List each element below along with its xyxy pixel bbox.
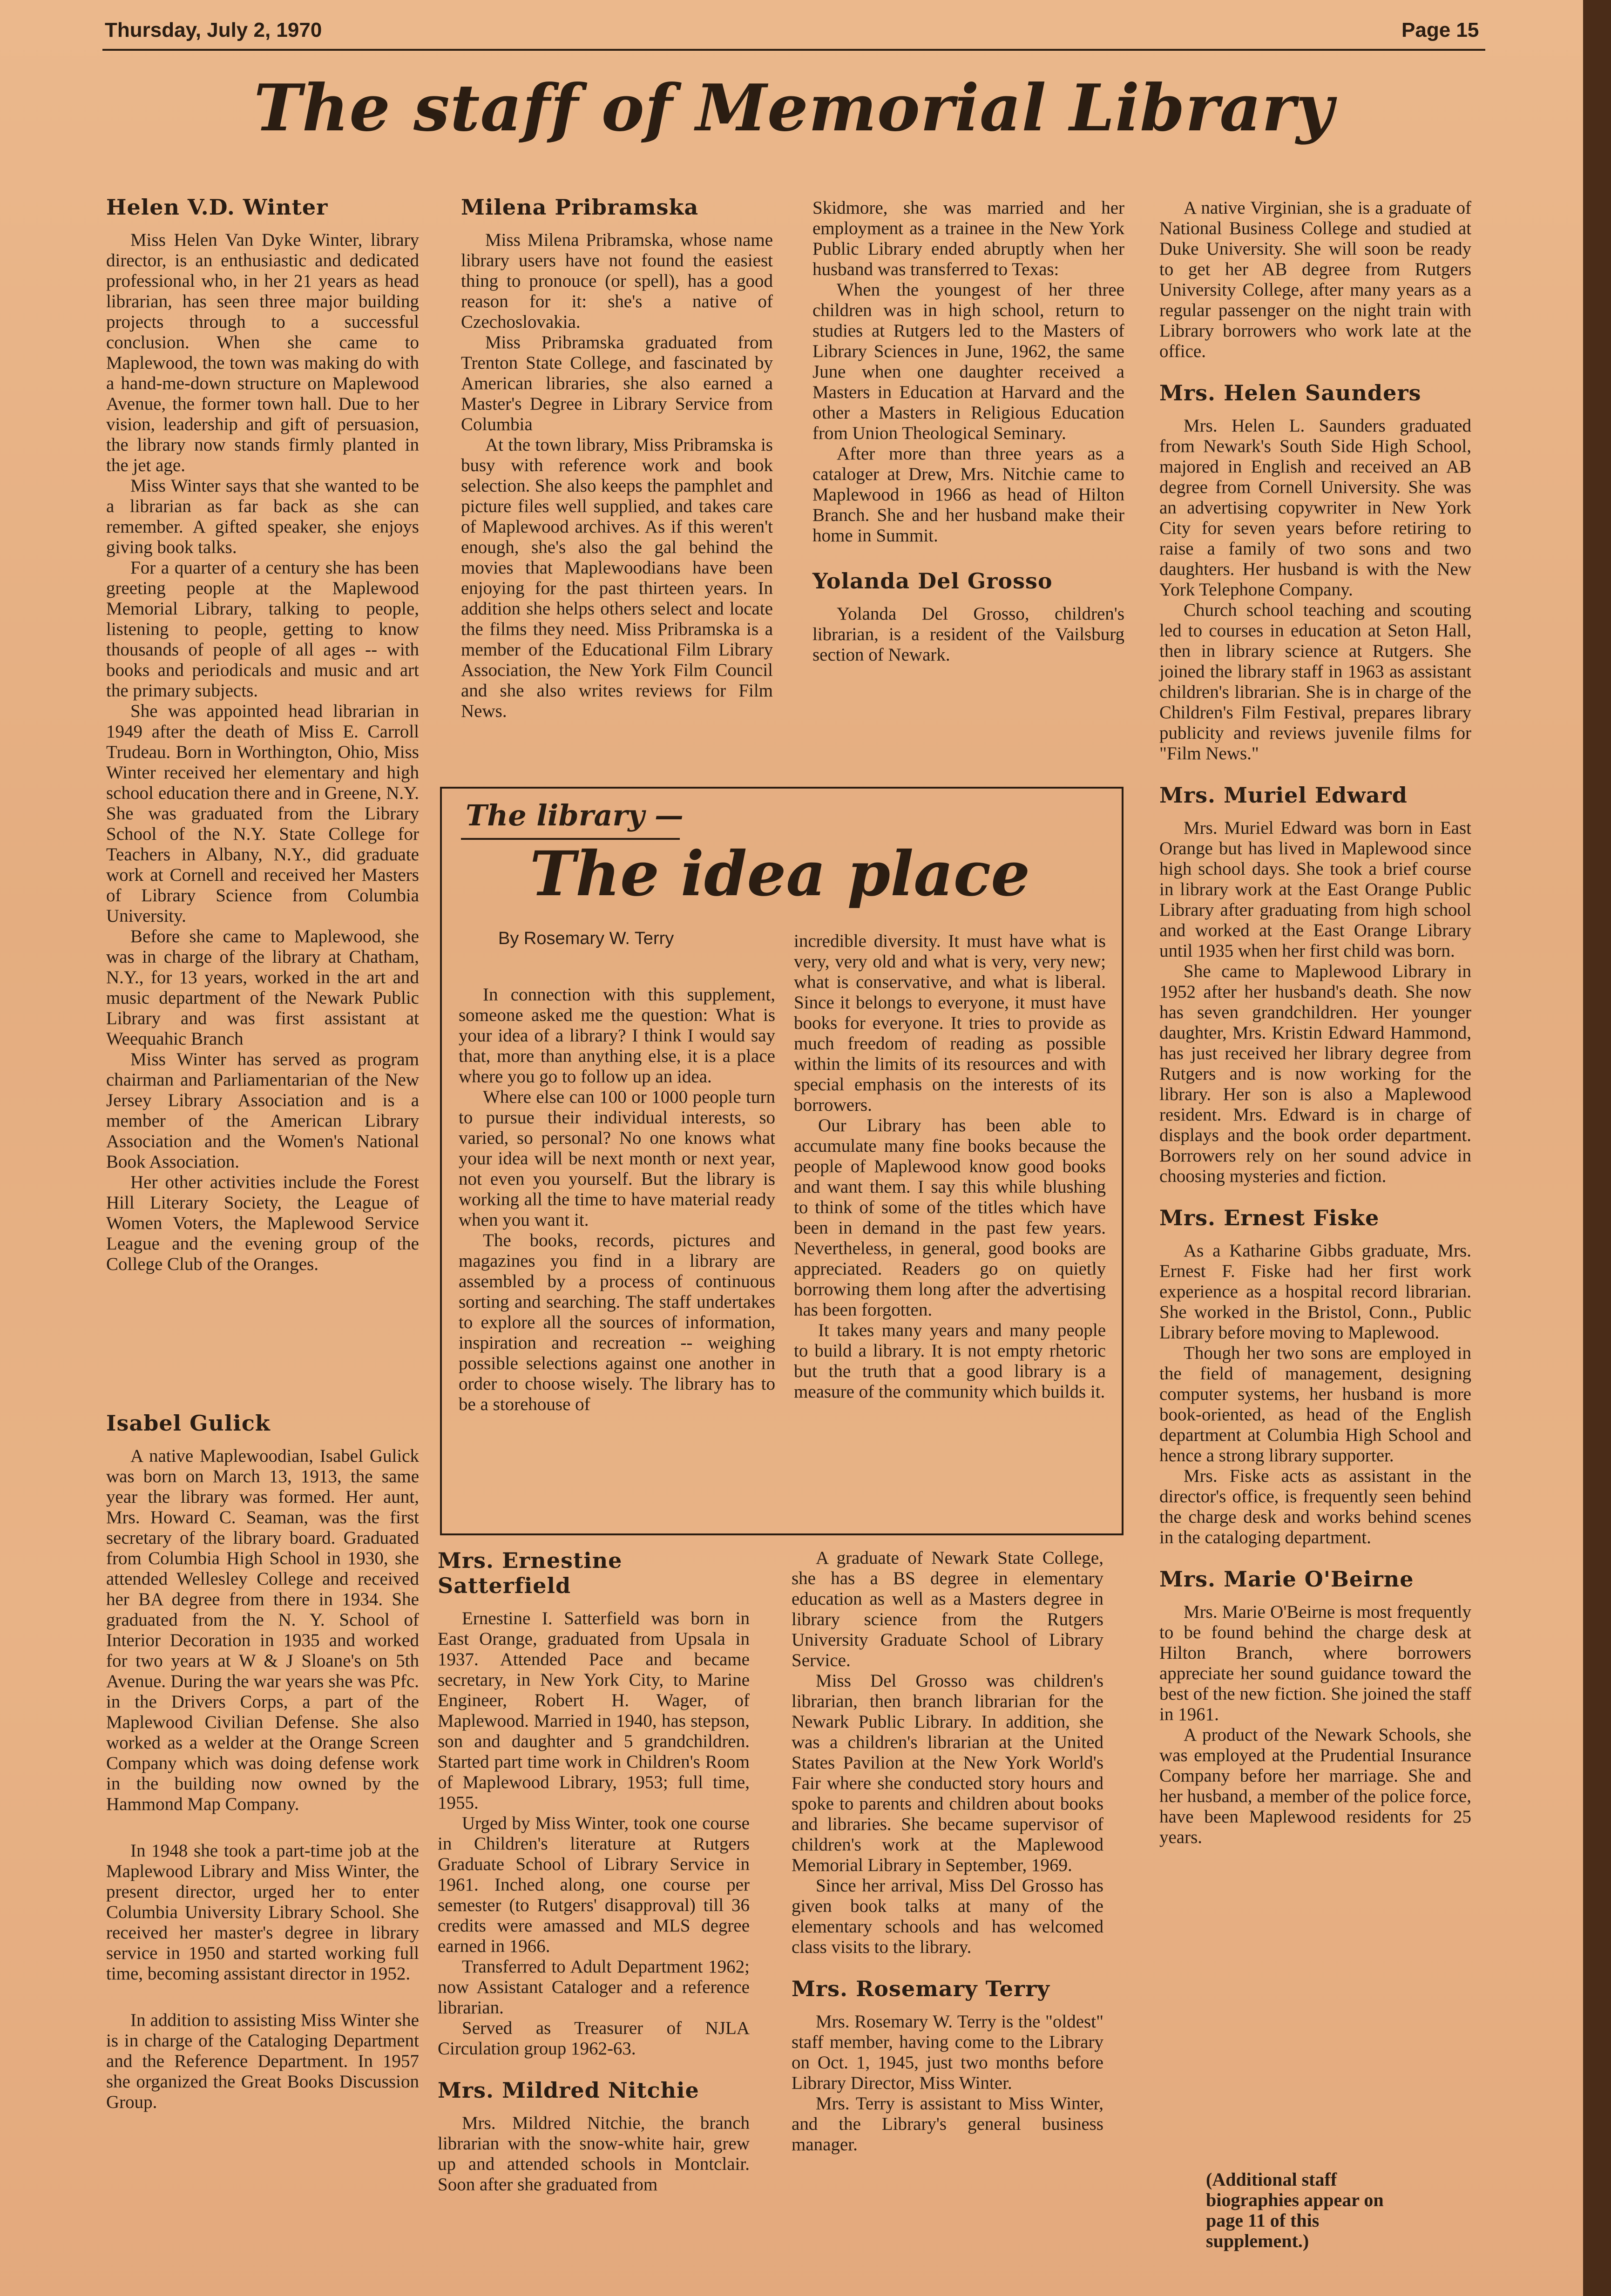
fiske-paragraph: As a Katharine Gibbs graduate, Mrs. Ernest F. Fiske had her first work experience as a hospital record librarian. She worked in the Bristol, Conn., Public Library before moving to Maplewood. bbox=[1159, 1241, 1471, 1343]
article-winter bbox=[106, 195, 419, 1275]
delgrosso-paragraph: A graduate of Newark State College, she has a BS degree in elementary education as well as a Masters degree in library science from the Rutgers University Graduate School of Library Service. bbox=[792, 1548, 1103, 1670]
fiske-paragraph: Mrs. Fiske acts as assistant in the director's office, is frequently seen behind the charge desk and works behind scenes in the cataloging department. bbox=[1159, 1466, 1471, 1547]
satterfield-heading: Mrs. Ernestine Satterfield bbox=[438, 1548, 623, 1598]
terry-heading: Mrs. Rosemary Terry bbox=[792, 1976, 1050, 2001]
winter-paragraph: Miss Winter has served as program chairman and Parliamentarian of the New Jersey Library Association and is a member of the American Library Association and the Women's National Book Association. bbox=[106, 1049, 419, 1172]
article-satterfield bbox=[438, 1548, 750, 2195]
feature-kicker: The library — bbox=[466, 798, 684, 832]
feature-paragraph: It takes many years and many people to build a library. It is not empty rhetoric but the truth that a good library is a measure of the community which builds it. bbox=[794, 1320, 1106, 1402]
winter-heading: Helen V.D. Winter bbox=[106, 195, 328, 220]
winter-paragraph: She was appointed head librarian in 1949 after the death of Miss E. Carroll Trudeau. Born in Worthington, Ohio, Miss Winter received her elementary and high school education there and in Greene, N.Y. She was graduated from the Library School of the N.Y. State College for Teachers in Albany, N.Y., did graduate work at Cornell and received her Masters of Library Science from Columbia University. bbox=[106, 701, 419, 926]
gulick-paragraph: A native Maplewoodian, Isabel Gulick was born on March 13, 1913, the same year the library was formed. Her aunt, Mrs. Howard C. Seaman, was the first secretary of the library board. Graduated from Columbia High School in 1930, she attended Wellesley College and received her BA degree from there in 1934. She graduated from the N. Y. School of Interior Decoration in 1935 and worked for two years at W & J Sloane's on 5th Avenue. During the war years she was Pfc. in the Drivers Corps, a part of the Maplewood Civilian Defense. She also worked as a welder at the Orange Screen Company which was doing defense work in the building now owned by the Hammond Map Company. bbox=[106, 1446, 419, 1814]
nitchie-heading: Mrs. Mildred Nitchie bbox=[438, 2078, 699, 2103]
article-nitchie-continued bbox=[812, 198, 1124, 665]
nitchie-paragraph: After more than three years as a cataloger at Drew, Mrs. Nitchie came to Maplewood in 1966 as head of Hilton Branch. She and her husband make their home in Summit. bbox=[812, 444, 1124, 546]
feature-headline: The idea place bbox=[529, 838, 1030, 910]
pribramska-paragraph: Miss Pribramska graduated from Trenton State College, and fascinated by American libraries, she also earned a Master's Degree in Library Service from Columbia bbox=[461, 332, 773, 434]
delgrosso-paragraph: Since her arrival, Miss Del Grosso has given book talks at many of the elementary schools and has welcomed class visits to the library. bbox=[792, 1876, 1103, 1957]
winter-paragraph: Miss Helen Van Dyke Winter, library director, is an enthusiastic and dedicated professional who, in her 21 years as head librarian, has seen three major building projects through to a successful conclusion. When she came to Maplewood, the town was making do with a hand-me-down structure on Maplewood Avenue, the former town hall. Due to her vision, leadership and gift of persuasion, the library now stands firmly planted in the jet age. bbox=[106, 230, 419, 475]
winter-paragraph: Miss Winter says that she wanted to be a librarian as far back as she can remember. A gifted speaker, she enjoys giving book talks. bbox=[106, 476, 419, 557]
delgrosso-paragraph: Miss Del Grosso was children's librarian, then branch librarian for the Newark Public Library. In addition, she was a children's librarian at the United States Pavilion at the New York World's Fair where she conducted story hours and spoke to parents and children about books and libraries. She became supervisor of children's work at the Maplewood Memorial Library in September, 1969. bbox=[792, 1671, 1103, 1875]
feature-column-right bbox=[794, 931, 1106, 1402]
delgrosso-paragraph: Yolanda Del Grosso, children's librarian, is a resident of the Vailsburg section of Newark. bbox=[812, 604, 1124, 665]
terry-paragraph: Mrs. Terry is assistant to Miss Winter, and the Library's general business manager. bbox=[792, 2093, 1103, 2154]
page-edge bbox=[1583, 0, 1611, 2296]
continuation-note: (Additional staff biographies appear on page 11 of this supplement.) bbox=[1206, 2169, 1384, 2251]
page-number: Page 15 bbox=[1401, 19, 1479, 41]
obeirne-paragraph: Mrs. Marie O'Beirne is most frequently to be found behind the charge desk at Hilton Branch, where borrowers appreciate her sound guidance toward the best of the new fiction. She joined the staff in 1961. bbox=[1159, 1602, 1471, 1724]
feature-paragraph: The books, records, pictures and magazines you find in a library are assembled by a process of continuous sorting and searching. The staff undertakes to explore all the sources of information, inspiration and recreation -- weighing possible selections against one another in order to choose wisely. The library has to be a storehouse of bbox=[459, 1230, 775, 1414]
saunders-paragraph: Mrs. Helen L. Saunders graduated from Newark's South Side High School, majored in English and received an AB degree from Cornell University. She was an advertising copywriter in New York City for seven years before retiring to raise a family of two sons and two daughters. Her husband is with the New York Telephone Company. bbox=[1159, 416, 1471, 600]
nitchie-paragraph: When the youngest of her three children was in high school, return to studies at Rutgers led to the Masters of Library Sciences in June, 1962, the same June when one daughter received a Masters in Education at Harvard and the other a Masters in Religious Education from Union Theological Seminary. bbox=[812, 280, 1124, 443]
feature-paragraph: incredible diversity. It must have what is very, very old and what is very, very new; what is conservative, and what is liberal. Since it belongs to everyone, it must have books for everyone. It tries to provide as much freedom of reading as possible within the limits of its resources and with special emphasis on the interests of its borrowers. bbox=[794, 931, 1106, 1115]
feature-byline: By Rosemary W. Terry bbox=[498, 929, 674, 948]
gulick-paragraph: In 1948 she took a part-time job at the Maplewood Library and Miss Winter, the present director, urged her to enter Columbia University Library School. She received her master's degree in library service in 1950 and started working full time, becoming assistant director in 1952. bbox=[106, 1841, 419, 1984]
article-gulick bbox=[106, 1411, 419, 2113]
obeirne-paragraph: A product of the Newark Schools, she was employed at the Prudential Insurance Company before her marriage. She and her husband, a member of the police force, have been Maplewood residents for 25 years. bbox=[1159, 1725, 1471, 1847]
pribramska-paragraph: At the town library, Miss Pribramska is busy with reference work and book selection. She also keeps the pamphlet and picture files well supplied, and takes care of Maplewood archives. As if this weren't enough, she's also the gal behind the movies that Maplewoodians have been enjoying for the past thirteen years. In addition she helps others select and locate the films they need. Miss Pribramska is a member of the Educational Film Library Association, the New York Film Council and she also writes reviews for Film News. bbox=[461, 435, 773, 721]
header-rule bbox=[102, 49, 1485, 51]
gulick-heading: Isabel Gulick bbox=[106, 1411, 271, 1436]
article-delgrosso-continued bbox=[792, 1548, 1103, 2155]
winter-paragraph: Before she came to Maplewood, she was in charge of the library at Chatham, N.Y., for 13 years, worked in the art and music department of the Newark Public Library and was first assistant at Weequahic Branch bbox=[106, 926, 419, 1049]
fiske-heading: Mrs. Ernest Fiske bbox=[1159, 1205, 1380, 1230]
delgrosso-heading: Yolanda Del Grosso bbox=[812, 568, 1053, 594]
gulick-paragraph: In addition to assisting Miss Winter she is in charge of the Cataloging Department and the Reference Department. In 1957 she organized the Great Books Discussion Group. bbox=[106, 2010, 419, 2112]
feature-paragraph: Where else can 100 or 1000 people turn to pursue their individual interests, so varied, so personal? No one knows what your idea will be next month or next year, not even you yourself. But the library is working all the time to have material ready when you want it. bbox=[459, 1087, 775, 1230]
saunders-intro-paragraph: A native Virginian, she is a graduate of National Business College and studied at Duke University. She will soon be ready to get her AB degree from Rutgers University College, after many years as a regular passenger on the night train with Library borrowers who work late at the office. bbox=[1159, 198, 1471, 361]
winter-paragraph: For a quarter of a century she has been greeting people at the Maplewood Memorial Library, talking to people, listening to people, getting to know thousands of people of all ages -- with books and periodicals and music and art the primary subjects. bbox=[106, 558, 419, 701]
feature-column-left bbox=[459, 985, 775, 1415]
nitchie-paragraph: Skidmore, she was married and her employment as a trainee in the New York Public Library ended abruptly when her husband was transferred to Texas: bbox=[812, 198, 1124, 279]
satterfield-paragraph: Transferred to Adult Department 1962; now Assistant Cataloger and a reference librarian. bbox=[438, 1957, 750, 2018]
feature-paragraph: In connection with this supplement, someone asked me the question: What is your idea of a library? I think I would say that, more than anything else, it is a place where you go to follow up an idea. bbox=[459, 985, 775, 1087]
fiske-paragraph: Though her two sons are employed in the field of management, designing computer systems, her husband is more book-oriented, as head of the English department at Columbia High School and hence a strong library supporter. bbox=[1159, 1343, 1471, 1465]
article-pribramska bbox=[461, 195, 773, 722]
obeirne-heading: Mrs. Marie O'Beirne bbox=[1159, 1567, 1414, 1592]
satterfield-paragraph: Ernestine I. Satterfield was born in East Orange, graduated from Upsala in 1937. Attended Pace and became secretary, in New York City, to Marine Engineer, Robert H. Wager, of Maplewood. Married in 1940, has stepson, son and daughter and 5 grandchildren. Started part time work in Children's Room of Maplewood Library, 1953; full time, 1955. bbox=[438, 1608, 750, 1813]
edward-paragraph: Mrs. Muriel Edward was born in East Orange but has lived in Maplewood since high school days. She took a brief course in library work at the East Orange Public Library after graduating from high school and worked at the East Orange Library until 1935 when her first child was born. bbox=[1159, 818, 1471, 961]
terry-paragraph: Mrs. Rosemary W. Terry is the "oldest" staff member, having come to the Library on Oct. 1, 1945, just two months before Library Director, Miss Winter. bbox=[792, 2012, 1103, 2093]
satterfield-paragraph: Urged by Miss Winter, took one course in Children's literature at Rutgers Graduate School of Library Service in 1961. Inched along, one course per semester (to Rutgers' disapproval) till 36 credits were amassed and MLS degree earned in 1966. bbox=[438, 1813, 750, 1956]
page-title: The staff of Memorial Library bbox=[254, 70, 1334, 146]
edward-heading: Mrs. Muriel Edward bbox=[1159, 783, 1408, 808]
feature-paragraph: Our Library has been able to accumulate many fine books because the people of Maplewood know good books and want them. I say this while blushing to think of some of the titles which have been in demand in the past few years. Nevertheless, in general, good books are appreciated. Readers go on quietly borrowing them long after the advertising has been forgotten. bbox=[794, 1115, 1106, 1320]
winter-paragraph: Her other activities include the Forest Hill Literary Society, the League of Women Voters, the Maplewood Service League and the evening group of the College Club of the Oranges. bbox=[106, 1172, 419, 1274]
edward-paragraph: She came to Maplewood Library in 1952 after her husband's death. She now has seven grandchildren. Her younger daughter, Mrs. Kristin Edward Hammond, has just received her library degree from Rutgers and is now working for the library. Her son is also a Maplewood resident. Mrs. Edward is in charge of displays and the book order department. Borrowers rely on her sound advice in choosing mysteries and fiction. bbox=[1159, 961, 1471, 1186]
pribramska-paragraph: Miss Milena Pribramska, whose name library users have not found the easiest thing to pronouce (or spell), has a good reason for it: she's a native of Czechoslovakia. bbox=[461, 230, 773, 332]
satterfield-paragraph: Served as Treasurer of NJLA Circulation group 1962-63. bbox=[438, 2018, 750, 2059]
issue-date: Thursday, July 2, 1970 bbox=[105, 19, 322, 41]
article-column-four bbox=[1159, 198, 1471, 1848]
saunders-heading: Mrs. Helen Saunders bbox=[1159, 380, 1421, 405]
saunders-paragraph: Church school teaching and scouting led to courses in education at Seton Hall, then in library science at Rutgers. She joined the library staff in 1963 as assistant children's librarian. She is in charge of the Children's Film Festival, prepares library publicity and reviews juvenile films for "Film News." bbox=[1159, 600, 1471, 763]
pribramska-heading: Milena Pribramska bbox=[461, 195, 699, 220]
nitchie-paragraph: Mrs. Mildred Nitchie, the branch librarian with the snow-white hair, grew up and attended schools in Montclair. Soon after she graduated from bbox=[438, 2113, 750, 2195]
